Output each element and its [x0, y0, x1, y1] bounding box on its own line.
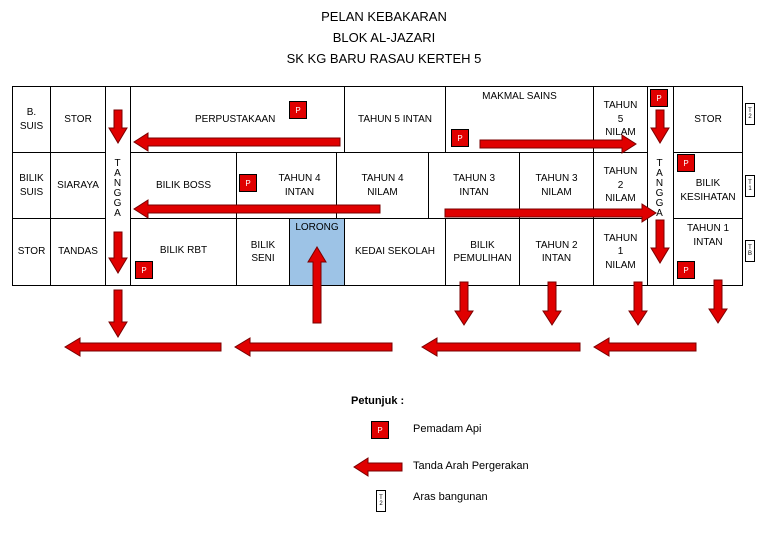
- room-bilik-rbt: BILIK RBT: [130, 218, 237, 286]
- arrow-down-icon: [455, 282, 473, 325]
- stairs-left-label: TANGGA: [112, 158, 123, 218]
- room-tahun5-intan: TAHUN 5 INTAN: [344, 86, 446, 153]
- legend-level-label: Aras bangunan: [413, 491, 488, 503]
- school-title: SK KG BARU RASAU KERTEH 5: [286, 51, 482, 66]
- legend-arrow-label: Tanda Arah Pergerakan: [413, 460, 529, 472]
- arrow-left-icon: [134, 200, 380, 218]
- room-tahun3-intan: TAHUN 3 INTAN: [428, 152, 520, 219]
- room-tahun2-nilam: TAHUN 2 NILAM: [593, 152, 648, 219]
- room-tahun4-intan: TAHUN 4 INTAN: [236, 152, 337, 219]
- room-stor-bottom: STOR: [12, 218, 51, 286]
- fire-extinguisher-icon: P: [289, 101, 307, 119]
- room-b-suis: B. SUIS: [12, 86, 51, 153]
- level-tb-marker: T B: [745, 240, 755, 262]
- arrow-down-icon: [651, 110, 669, 143]
- arrow-down-icon: [109, 232, 127, 273]
- corridor-lorong: LORONG: [289, 218, 345, 286]
- arrow-down-icon: [109, 290, 127, 337]
- legend-extinguisher-icon: P: [371, 421, 389, 439]
- room-bilik-boss: BILIK BOSS: [130, 152, 237, 219]
- room-tahun5-nilam: TAHUN 5 NILAM: [593, 86, 648, 153]
- arrow-down-icon: [709, 280, 727, 323]
- fire-extinguisher-icon: P: [451, 129, 469, 147]
- room-tahun1-nilam: TAHUN 1 NILAM: [593, 218, 648, 286]
- level-t2-marker: T 2: [745, 103, 755, 125]
- legend-arrow-icon: [354, 458, 402, 476]
- arrow-right-icon: [445, 204, 656, 222]
- arrow-left-icon: [594, 338, 696, 356]
- arrow-down-icon: [651, 220, 669, 263]
- room-tahun2-intan: TAHUN 2 INTAN: [519, 218, 594, 286]
- arrow-up-icon: [308, 247, 326, 323]
- stairs-right-label: TANGGA: [654, 158, 665, 218]
- arrow-left-icon: [422, 338, 580, 356]
- level-t1-marker: T 1: [745, 175, 755, 197]
- room-siaraya: SIARAYA: [50, 152, 106, 219]
- fire-extinguisher-icon: P: [239, 174, 257, 192]
- arrow-right-icon: [480, 135, 636, 153]
- arrow-down-icon: [629, 282, 647, 325]
- room-tandas: TANDAS: [50, 218, 106, 286]
- block-title: BLOK AL-JAZARI: [332, 30, 436, 45]
- room-tahun3-nilam: TAHUN 3 NILAM: [519, 152, 594, 219]
- legend-level-icon: T 2: [376, 490, 386, 512]
- fire-extinguisher-icon: P: [677, 154, 695, 172]
- room-perpustakaan: PERPUSTAKAAN: [130, 86, 345, 153]
- arrow-left-icon: [235, 338, 392, 356]
- room-makmal-sains: MAKMAL SAINS: [445, 86, 594, 153]
- room-bilik-kesihatan: BILIK KESIHATAN: [673, 152, 743, 219]
- room-kedai-sekolah: KEDAI SEKOLAH: [344, 218, 446, 286]
- arrow-down-icon: [109, 110, 127, 143]
- room-bilik-seni: BILIK SENI: [236, 218, 290, 286]
- arrow-down-icon: [543, 282, 561, 325]
- legend-heading: Petunjuk :: [351, 395, 405, 407]
- fire-extinguisher-icon: P: [677, 261, 695, 279]
- arrow-left-icon: [134, 133, 340, 151]
- room-stor-right: STOR: [673, 86, 743, 153]
- fire-extinguisher-icon: P: [135, 261, 153, 279]
- plan-title: PELAN KEBAKARAN: [321, 9, 447, 24]
- fire-extinguisher-icon: P: [650, 89, 668, 107]
- room-bilik-pemulihan: BILIK PEMULIHAN: [445, 218, 520, 286]
- room-stor-top: STOR: [50, 86, 106, 153]
- room-bilik-suis: BILIK SUIS: [12, 152, 51, 219]
- room-tahun4-nilam: TAHUN 4 NILAM: [336, 152, 429, 219]
- room-tahun1-intan: TAHUN 1 INTAN: [673, 218, 743, 286]
- arrow-left-icon: [65, 338, 221, 356]
- legend-extinguisher-label: Pemadam Api: [413, 423, 482, 435]
